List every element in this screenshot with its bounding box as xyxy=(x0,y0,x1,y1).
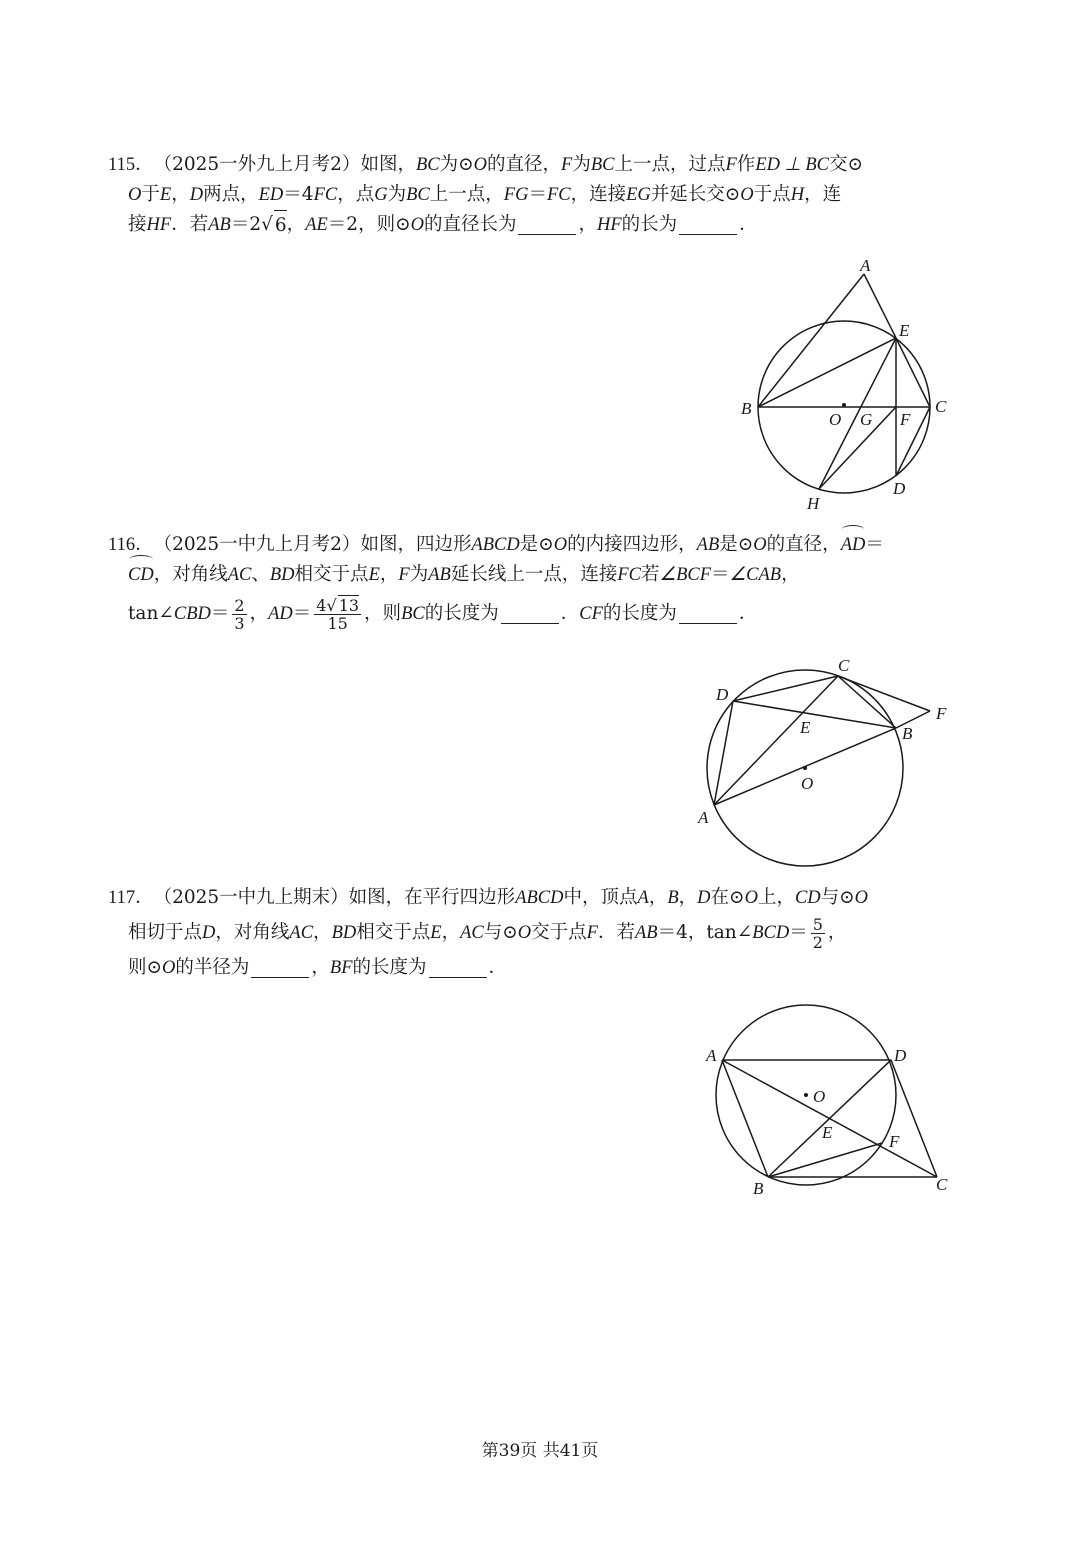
problem-source: （2025一外九上月考2） xyxy=(153,154,361,175)
text: 中，顶点 xyxy=(563,887,638,908)
figure-115 xyxy=(730,250,970,520)
center-dot xyxy=(804,1093,808,1097)
math: AC xyxy=(227,565,252,585)
text: 接 xyxy=(128,214,147,235)
problem-115-line-3: 接 HF ．若 AB ＝2 √ 6 ， AE ＝2，则⊙ O 的直径长为 ， HF 的长为 ． xyxy=(108,210,958,240)
text: ． xyxy=(738,603,758,624)
math: ED xyxy=(258,185,284,205)
numerator: 5 xyxy=(812,914,823,934)
math: O xyxy=(753,535,767,555)
math-arc: AD xyxy=(841,530,866,560)
problem-115-line-1 xyxy=(108,150,958,180)
text: ，对角线 xyxy=(153,564,228,585)
math: A xyxy=(637,888,649,908)
text: ． xyxy=(739,214,758,235)
text: ＝ xyxy=(210,603,230,624)
math: BD xyxy=(331,923,357,943)
text: 则⊙ xyxy=(128,957,163,978)
math: BC xyxy=(415,155,440,175)
math: BD xyxy=(269,565,295,585)
label-c: C xyxy=(935,397,947,416)
text: ， xyxy=(578,214,597,235)
text: 于 xyxy=(141,184,160,205)
text: ＝ xyxy=(292,603,312,624)
problem-116-line-1 xyxy=(108,530,958,560)
math: E xyxy=(368,565,380,585)
text: ＝ xyxy=(711,564,730,585)
text: 上， xyxy=(757,887,795,908)
segment-be xyxy=(758,338,896,407)
math: BF xyxy=(329,958,353,978)
text: 与⊙ xyxy=(820,887,855,908)
denominator: 15 xyxy=(327,613,348,633)
segment-cf xyxy=(838,676,930,711)
segment-ec xyxy=(896,338,930,407)
label-d: D xyxy=(894,1046,907,1065)
label-g: G xyxy=(860,410,873,429)
label-o: O xyxy=(813,1087,826,1106)
problem-117-line-2 xyxy=(108,913,958,953)
math: D xyxy=(189,185,204,205)
text: 为⊙ xyxy=(439,154,474,175)
segment-ba xyxy=(758,274,864,407)
text: ＝4 xyxy=(283,184,314,205)
problem-116-line-3 xyxy=(108,592,958,636)
text: 的长度为 xyxy=(424,603,499,624)
math: ABCD xyxy=(471,535,520,555)
fraction xyxy=(232,597,246,632)
fraction xyxy=(314,597,361,632)
text: 延长线上一点，连接 xyxy=(450,564,618,585)
text: 上一点， xyxy=(429,184,504,205)
label-d: D xyxy=(893,479,906,498)
label-o: O xyxy=(801,774,814,793)
text: ＝2 xyxy=(230,214,262,235)
text: ， xyxy=(313,922,332,943)
math: ∠BCF xyxy=(659,565,712,585)
text: ， xyxy=(441,922,461,943)
sqrt-radicand: 13 xyxy=(338,595,360,615)
text: 的直径， xyxy=(486,154,561,175)
text: 相交于点 xyxy=(294,564,369,585)
text: 与⊙ xyxy=(483,922,518,943)
text: ， xyxy=(678,887,698,908)
math: ∠CAB xyxy=(729,565,782,585)
math: O xyxy=(744,888,758,908)
text: ， xyxy=(648,887,668,908)
text: ，则 xyxy=(364,603,402,624)
math: EG xyxy=(626,185,651,205)
math: D xyxy=(202,923,216,943)
math: BCD xyxy=(752,923,790,943)
text: ， xyxy=(249,603,269,624)
text: 为 xyxy=(409,564,429,585)
math: O xyxy=(740,185,754,205)
math: O xyxy=(473,155,487,175)
math: CBD xyxy=(173,604,211,624)
text: 如图，在平行四边形 xyxy=(348,887,516,908)
text: 作 xyxy=(736,154,756,175)
math: F xyxy=(586,923,598,943)
answer-blank[interactable] xyxy=(679,216,737,235)
problem-117-line-1 xyxy=(108,883,958,913)
segment-ad xyxy=(714,701,733,805)
text: 的直径长为 xyxy=(423,214,517,235)
math: F xyxy=(398,565,410,585)
math: HF xyxy=(146,215,172,235)
text: ． xyxy=(560,603,580,624)
text: ，对角线 xyxy=(215,922,290,943)
text: 交⊙ xyxy=(828,154,863,175)
math: AB xyxy=(696,535,720,555)
numerator: 2 xyxy=(234,595,245,615)
math: H xyxy=(790,185,805,205)
text: ， xyxy=(286,214,306,235)
math: O xyxy=(553,535,568,555)
math: F xyxy=(725,155,737,175)
problem-source: （2025一中九上月考2） xyxy=(153,534,361,555)
problem-117 xyxy=(108,883,958,983)
math: BC xyxy=(406,185,430,205)
label-e: E xyxy=(899,321,910,340)
problem-number: 117． xyxy=(108,888,154,908)
answer-blank[interactable] xyxy=(518,216,576,235)
math: AB xyxy=(208,215,231,235)
text: ．若 xyxy=(597,922,635,943)
text: 并延长交⊙ xyxy=(650,184,741,205)
label-b: B xyxy=(741,399,752,418)
segment-bd xyxy=(768,1060,891,1177)
math: ABCD xyxy=(515,888,564,908)
math: FC xyxy=(546,185,571,205)
label-e: E xyxy=(800,718,811,737)
text: 的长为 xyxy=(621,214,678,235)
math: FG xyxy=(503,185,529,205)
text: 若 xyxy=(640,564,660,585)
text: 于点 xyxy=(753,184,791,205)
segment-dc xyxy=(891,1060,937,1177)
math: B xyxy=(667,888,679,908)
label-f: F xyxy=(900,410,911,429)
math: G xyxy=(374,185,388,205)
text: 交于点 xyxy=(531,922,587,943)
math: O xyxy=(410,215,424,235)
problem-number: 115． xyxy=(108,155,154,175)
math: D xyxy=(697,888,711,908)
answer-blank[interactable] xyxy=(251,959,309,978)
text: ， xyxy=(827,922,847,943)
problem-115 xyxy=(108,150,958,240)
text: 的直径， xyxy=(766,534,841,555)
text: 两点， xyxy=(203,184,259,205)
label-a: A xyxy=(706,1046,717,1065)
math: AC xyxy=(289,923,314,943)
math: AB xyxy=(428,565,451,585)
text: 是⊙ xyxy=(519,534,554,555)
text: 为 xyxy=(572,154,591,175)
text: ， xyxy=(171,184,190,205)
problem-number: 116． xyxy=(108,535,154,555)
math: AC xyxy=(460,923,484,943)
text: ＝ xyxy=(865,534,884,555)
math: AD xyxy=(268,604,293,624)
text: ＝ xyxy=(528,184,547,205)
text: 的内接四边形， xyxy=(567,534,697,555)
text: 4 xyxy=(316,595,327,615)
text: 如图， xyxy=(360,154,416,175)
math: AB xyxy=(634,923,658,943)
label-c: C xyxy=(936,1175,948,1194)
problem-117-line-3 xyxy=(108,953,958,983)
text: ，连 xyxy=(804,184,842,205)
answer-blank[interactable] xyxy=(429,959,487,978)
text: 为 xyxy=(387,184,407,205)
answer-blank[interactable] xyxy=(679,605,737,624)
sqrt-radicand: 6 xyxy=(274,210,287,241)
text: tan∠ xyxy=(128,603,174,624)
text: ． xyxy=(488,957,508,978)
math: E xyxy=(430,923,442,943)
segment-db xyxy=(733,701,896,728)
problem-source: （2025一中九上期末） xyxy=(153,887,349,908)
text: 是⊙ xyxy=(719,534,754,555)
text: 相交于点 xyxy=(356,922,431,943)
text: ＝ xyxy=(789,922,808,943)
math: FC xyxy=(617,565,641,585)
label-f: F xyxy=(936,704,947,723)
text: 的长度为 xyxy=(602,603,677,624)
answer-blank[interactable] xyxy=(501,605,559,624)
text: ．若 xyxy=(171,214,209,235)
text: ， xyxy=(311,957,330,978)
math-arc: CD xyxy=(128,560,154,590)
text: 的长度为 xyxy=(352,957,427,978)
center-dot xyxy=(803,766,807,770)
denominator: 2 xyxy=(812,932,823,952)
label-d: D xyxy=(716,685,729,704)
math: O xyxy=(128,185,142,205)
problem-116-line-2 xyxy=(108,560,958,590)
math: AE xyxy=(305,215,328,235)
label-b: B xyxy=(753,1179,764,1198)
segment-ab xyxy=(722,1060,768,1177)
label-c: C xyxy=(838,656,850,675)
math: CF xyxy=(579,604,603,624)
math: O xyxy=(162,958,176,978)
figure-116 xyxy=(690,650,960,875)
label-f: F xyxy=(889,1132,900,1151)
math: CD xyxy=(794,888,821,908)
text: 如图，四边形 xyxy=(360,534,472,555)
fraction xyxy=(811,916,825,951)
text: ， xyxy=(379,564,399,585)
page-footer: 第39页 共41页 xyxy=(481,1441,599,1461)
label-o: O xyxy=(829,410,842,429)
segment-ac xyxy=(714,676,838,805)
numerator: 4√ 13 xyxy=(316,595,360,615)
math: HF xyxy=(596,215,622,235)
problem-115-line-2 xyxy=(108,180,958,210)
problem-116 xyxy=(108,530,958,636)
text: ， xyxy=(781,564,800,585)
math: O xyxy=(517,923,532,943)
math: BC xyxy=(401,604,425,624)
text: 在⊙ xyxy=(710,887,745,908)
text: 的半径为 xyxy=(175,957,250,978)
text: 上一点，过点 xyxy=(614,154,726,175)
math: BC xyxy=(590,155,615,175)
denominator: 3 xyxy=(234,613,245,633)
math: ED ⊥ BC xyxy=(755,155,829,175)
label-e: E xyxy=(822,1123,833,1142)
label-a: A xyxy=(860,256,871,275)
text: 相切于点 xyxy=(128,922,203,943)
text: ，连接 xyxy=(570,184,627,205)
math: O xyxy=(854,888,869,908)
text: 、 xyxy=(251,564,270,585)
figure-117 xyxy=(700,1000,960,1205)
math: E xyxy=(159,185,172,205)
math: FC xyxy=(313,185,338,205)
label-a: A xyxy=(698,808,709,827)
text: ，点 xyxy=(337,184,375,205)
label-h: H xyxy=(807,494,820,513)
text: ＝4，tan∠ xyxy=(657,922,753,943)
text: ＝2，则⊙ xyxy=(327,214,411,235)
label-b: B xyxy=(902,724,913,743)
center-dot xyxy=(842,403,846,407)
math: F xyxy=(561,155,573,175)
